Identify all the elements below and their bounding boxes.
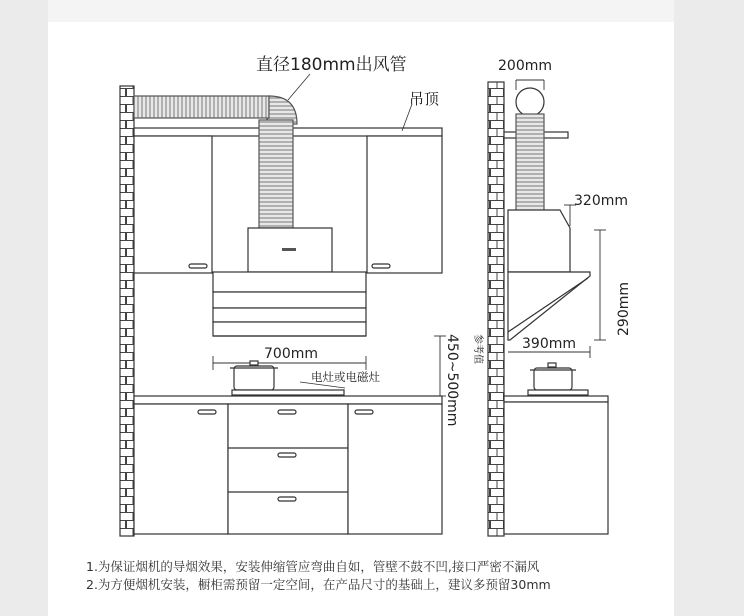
note-line-2: 2.为方便烟机安装，橱柜需预留一定空间，在产品尺寸的基础上，建议多预留30mm — [86, 577, 551, 592]
duct-diameter-label: 直径180mm出风管 — [256, 55, 407, 75]
hood-panel — [213, 272, 366, 292]
duct-vertical — [259, 120, 293, 228]
duct-side-vertical — [516, 114, 544, 212]
front-stove — [232, 390, 344, 395]
side-countertop — [504, 396, 608, 402]
height-290-label: 290mm — [616, 282, 632, 336]
duct-horizontal — [134, 96, 269, 118]
hood-side-panel — [508, 272, 590, 340]
side-brick-wall — [488, 82, 504, 536]
ceiling-leader — [402, 104, 412, 131]
reference-label: 参考值 — [472, 334, 483, 364]
base-cabinet-right — [348, 404, 442, 534]
depth-320-label: 320mm — [574, 193, 628, 209]
hood-panel — [213, 308, 366, 322]
ceiling-label: 吊顶 — [409, 90, 440, 108]
side-stove — [528, 390, 588, 395]
hood-side-body — [508, 210, 570, 272]
base-cabinet-middle — [228, 404, 348, 534]
depth-390-label: 390mm — [522, 336, 576, 352]
stove-label: 电灶或电磁灶 — [311, 370, 380, 384]
side-view — [488, 80, 608, 536]
upper-cabinet-left — [134, 136, 212, 273]
base-cabinet-left — [134, 404, 228, 534]
front-view — [120, 74, 446, 536]
width-700-label: 700mm — [264, 346, 318, 362]
duct-dia-200-label: 200mm — [498, 58, 552, 74]
side-pot — [534, 368, 572, 390]
front-brick-wall — [120, 86, 134, 536]
hood-panel — [213, 292, 366, 308]
duct-leader — [288, 74, 310, 100]
duct-round — [516, 88, 544, 116]
hood-panel — [213, 322, 366, 336]
upper-cabinet-right — [367, 136, 442, 273]
side-base-cabinet — [504, 402, 608, 534]
hood-logo — [282, 248, 296, 251]
note-line-1: 1.为保证烟机的导烟效果，安装伸缩管应弯曲自如，管壁不鼓不凹,接口严密不漏风 — [86, 559, 540, 574]
height-range-label: 450~500mm — [444, 334, 460, 427]
countertop — [134, 396, 442, 404]
front-pot — [234, 366, 274, 390]
